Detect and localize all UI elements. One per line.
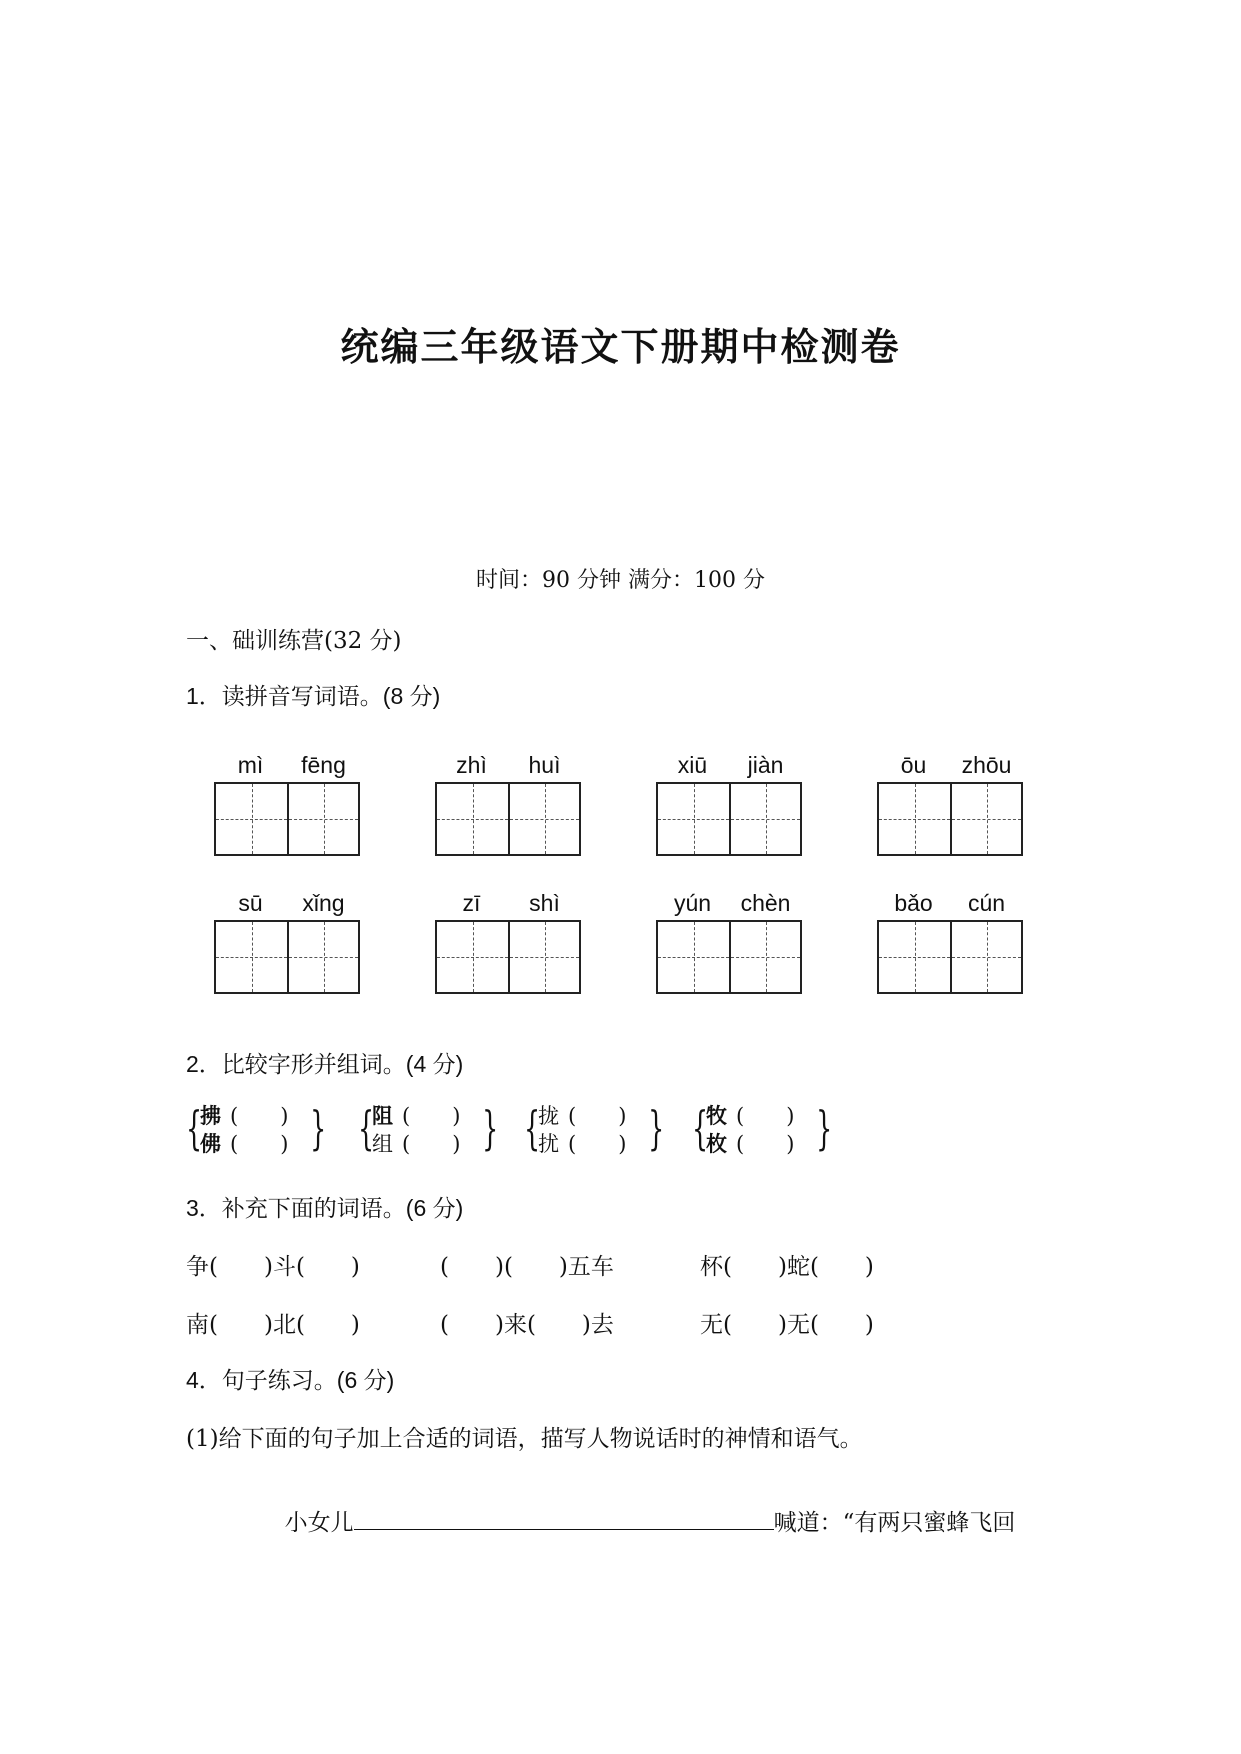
writing-grid[interactable] bbox=[435, 782, 581, 856]
pinyin-group bbox=[435, 752, 581, 856]
pinyin: zhì bbox=[456, 752, 487, 778]
question-4-sub1: (1)给下面的句子加上合适的词语，描写人物说话时的神情和语气。 bbox=[186, 1426, 863, 1452]
char: 拂 bbox=[200, 1103, 221, 1128]
pinyin-group bbox=[435, 890, 581, 994]
pinyin: ōu bbox=[900, 752, 927, 778]
section-heading: 一、础训练营(32 分) bbox=[186, 628, 402, 654]
pinyin-group bbox=[214, 890, 360, 994]
pinyin: xǐng bbox=[302, 890, 345, 916]
sentence-line bbox=[270, 1478, 1015, 1537]
pinyin: chèn bbox=[740, 890, 791, 916]
writing-grid[interactable] bbox=[877, 782, 1023, 856]
char-compare-pair: { 阻 ( ) 组 ( ) } bbox=[358, 1101, 498, 1156]
idiom-blank: 南( )北( ) bbox=[186, 1312, 360, 1338]
char-compare-pair: { 牧 ( ) 枚 ( ) } bbox=[692, 1101, 832, 1156]
pinyin: yún bbox=[673, 890, 712, 916]
writing-grid[interactable] bbox=[656, 782, 802, 856]
char-compare-pair: { 拂 ( ) 佛 ( ) } bbox=[186, 1101, 326, 1156]
page-title: 统编三年级语文下册期中检测卷 bbox=[340, 325, 901, 369]
question-3-label: 3．补充下面的词语。(6 分) bbox=[186, 1195, 464, 1221]
idiom-blank: 杯( )蛇( ) bbox=[700, 1254, 874, 1280]
idiom-blank: ( )来( )去 bbox=[440, 1312, 614, 1338]
pinyin: zhōu bbox=[961, 752, 1012, 778]
pinyin: huì bbox=[528, 752, 561, 778]
pinyin: zī bbox=[462, 890, 481, 916]
question-1-label: 1．读拼音写词语。(8 分) bbox=[186, 683, 441, 709]
idiom-blank: 无( )无( ) bbox=[700, 1312, 874, 1338]
pinyin: sū bbox=[238, 890, 263, 916]
pinyin: bǎo bbox=[894, 890, 933, 916]
writing-grid[interactable] bbox=[435, 920, 581, 994]
char: 组 bbox=[372, 1132, 393, 1156]
pinyin: jiàn bbox=[747, 752, 784, 778]
pinyin-group bbox=[877, 752, 1023, 856]
pinyin: cún bbox=[967, 890, 1006, 916]
pinyin-group bbox=[877, 890, 1023, 994]
sentence-end: 喊道：“有两只蜜蜂飞回 bbox=[773, 1510, 1016, 1536]
pinyin: fēng bbox=[301, 752, 346, 778]
pinyin: shì bbox=[529, 890, 560, 916]
writing-grid[interactable] bbox=[214, 920, 360, 994]
char: 佛 bbox=[200, 1131, 221, 1156]
char: 拢 bbox=[538, 1104, 559, 1128]
answer-blank[interactable] bbox=[354, 1505, 774, 1530]
char: 枚 bbox=[706, 1131, 727, 1156]
char-compare-pair: { 拢 ( ) 扰 ( ) } bbox=[524, 1101, 664, 1156]
char: 扰 bbox=[538, 1132, 559, 1156]
idiom-blank: 争( )斗( ) bbox=[186, 1254, 360, 1280]
writing-grid[interactable] bbox=[214, 782, 360, 856]
pinyin: mì bbox=[237, 752, 264, 778]
question-4-label: 4．句子练习。(6 分) bbox=[186, 1367, 395, 1393]
pinyin: xiū bbox=[677, 752, 708, 778]
exam-meta: 时间：90 分钟 满分：100 分 bbox=[476, 568, 765, 593]
pinyin-group bbox=[656, 752, 802, 856]
char: 牧 bbox=[706, 1103, 727, 1128]
question-2-label: 2．比较字形并组词。(4 分) bbox=[186, 1051, 464, 1077]
writing-grid[interactable] bbox=[877, 920, 1023, 994]
pinyin-group bbox=[214, 752, 360, 856]
sentence-start: 小女儿 bbox=[284, 1510, 354, 1536]
char: 阻 bbox=[372, 1103, 393, 1128]
pinyin-group bbox=[656, 890, 802, 994]
idiom-blank: ( )( )五车 bbox=[440, 1254, 614, 1280]
writing-grid[interactable] bbox=[656, 920, 802, 994]
